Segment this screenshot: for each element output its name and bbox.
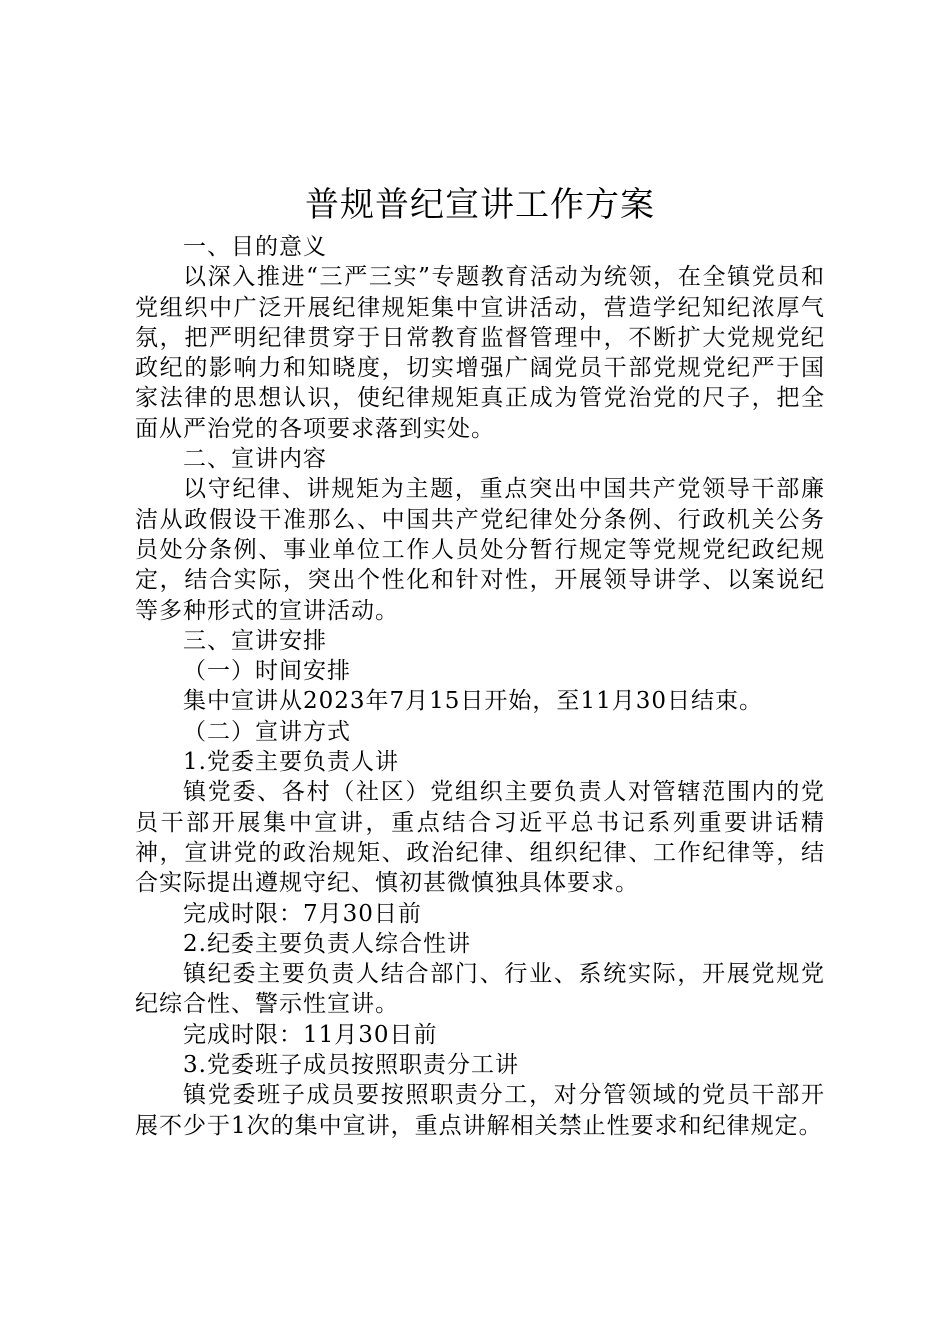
item-2-paragraph: 镇纪委主要负责人结合部门、行业、系统实际，开展党规党纪综合性、警示性宣讲。 (135, 961, 825, 1018)
subheading-time: （一）时间安排 (183, 658, 351, 685)
item-1-deadline: 完成时限：7月30日前 (183, 900, 422, 927)
item-3-paragraph: 镇党委班子成员要按照职责分工，对分管领域的党员干部开展不少于1次的集中宣讲，重点讲解相关禁止性要求和纪律规定。 (135, 1082, 825, 1139)
paragraph-purpose: 以深入推进“三严三实”专题教育活动为统领，在全镇党员和党组织中广泛开展纪律规矩集中宣讲活动，营造学纪知纪浓厚气氛，把严明纪律贯穿于日常教育监督管理中，不断扩大党规党纪政纪的影响力和知晓度，切实增强广阔党员干部党规党纪严于国家法律的思想认识，使纪律规矩真正成为管党治党的尺子，把全面从严治党的各项要求落到实处。 (135, 264, 825, 442)
item-3-heading: 3.党委班子成员按照职责分工讲 (183, 1052, 519, 1079)
item-2-heading: 2.纪委主要负责人综合性讲 (183, 930, 471, 957)
heading-purpose: 一、目的意义 (183, 234, 327, 260)
heading-arrangement: 三、宣讲安排 (183, 627, 327, 654)
document-title: 普规普纪宣讲工作方案 (305, 185, 655, 225)
item-2-deadline: 完成时限：11月30日前 (183, 1021, 438, 1048)
document-page (135, 182, 825, 1141)
subheading-method: （二）宣讲方式 (183, 718, 351, 745)
paragraph-content: 以守纪律、讲规矩为主题，重点突出中国共产党领导干部廉洁从政假设干准那么、中国共产党纪律处分条例、行政机关公务员处分条例、事业单位工作人员处分暂行规定等党规党纪政纪规定，结合实际，突出个性化和针对性，开展领导讲学、以案说纪等多种形式的宣讲活动。 (135, 476, 825, 624)
paragraph-time: 集中宣讲从2023年7月15日开始，至11月30日结束。 (183, 688, 763, 715)
item-1-paragraph: 镇党委、各村（社区）党组织主要负责人对管辖范围内的党员干部开展集中宣讲，重点结合习近平总书记系列重要讲话精神，宣讲党的政治规矩、政治纪律、组织纪律、工作纪律等，结合实际提出遵规守纪、慎初甚微慎独具体要求。 (135, 779, 825, 897)
heading-content: 二、宣讲内容 (183, 446, 327, 473)
item-1-heading: 1.党委主要负责人讲 (183, 749, 399, 776)
